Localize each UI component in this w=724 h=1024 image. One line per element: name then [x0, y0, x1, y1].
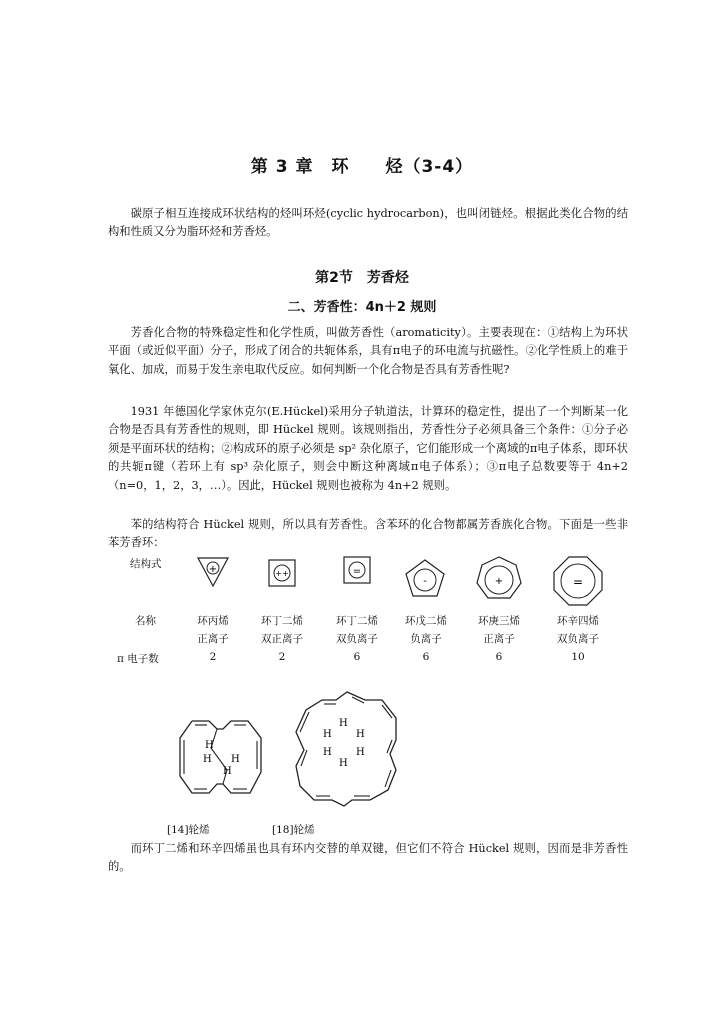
charge-label: + — [494, 576, 504, 587]
charge-label: = — [572, 575, 584, 589]
charge-label: ++ — [275, 569, 289, 578]
h-atom-label: H — [323, 747, 332, 758]
compound-name: 环戊二烯 — [405, 615, 447, 627]
h-atom-label: H — [339, 718, 348, 729]
h-atom-label: H — [356, 747, 365, 758]
cyclopentadienyl-anion-structure — [404, 558, 446, 598]
electron-count: 6 — [495, 651, 503, 663]
compound-name: 环丙烯 — [197, 615, 229, 627]
charge-label: - — [423, 576, 427, 587]
compound-name-sub: 双正离子 — [261, 633, 303, 645]
structure-row-label: 结构式 — [130, 558, 162, 570]
h-atom-label: H — [203, 754, 212, 765]
compound-name-sub: 正离子 — [483, 633, 515, 645]
electron-count: 6 — [353, 651, 361, 663]
huckel-rule-paragraph: 1931 年德国化学家休克尔(E.Hückel)采用分子轨道法，计算环的稳定性，提出了一个判断某一化合物是否具有芳香性的规则，即 Hückel 规则。该规则指出，芳香性分子必须具备三个条件：①分子必须是平面环状的结构；②构成环的原子必须是 sp² 杂化原子，它们能形成一个离域的π电子体系，即环状的共轭π键（若环上有 sp³ 杂化原子，则会中断这种离域π电子体系）；③π电子总数要等于 4n+2（n=0，1，2，3，…）。因此，Hückel 规则也被称为 4n+2 规则。 — [108, 405, 628, 492]
annulene-18-caption: [18]轮烯 — [272, 824, 315, 836]
electron-count: 6 — [422, 651, 430, 663]
section-title: 第2节 芳香烃 — [315, 270, 409, 286]
charge-label: = — [352, 566, 362, 577]
compound-name-sub: 双负离子 — [336, 633, 378, 645]
cyclooctatetraene-dianion-structure — [553, 556, 603, 606]
compound-name: 环丁二烯 — [336, 615, 378, 627]
aromaticity-paragraph: 芳香化合物的特殊稳定性和化学性质，叫做芳香性（aromaticity）。主要表现在：①结构上为环状平面（或近似平面）分子，形成了闭合的共轭体系，具有π电子的环电流与抗磁性。②化学性质上的难于氧化、加成，而易于发生亲电取代反应。如何判断一个化合物是否具有芳香性呢? — [108, 326, 628, 376]
chapter-title: 第 3 章 环 烃（3-4） — [250, 157, 474, 177]
subsection-title: 二、芳香性：4n＋2 规则 — [287, 300, 437, 315]
tropylium-cation-structure — [476, 556, 522, 602]
compound-name: 环辛四烯 — [557, 615, 599, 627]
name-row-label: 名称 — [135, 615, 156, 627]
compound-name: 环庚三烯 — [478, 615, 520, 627]
annulene-18-structure — [292, 690, 402, 808]
charge-label: + — [208, 564, 218, 575]
annulene-14-caption: [14]轮烯 — [167, 824, 210, 836]
electron-count: 2 — [278, 651, 286, 663]
conclusion-paragraph: 而环丁二烯和环辛四烯虽也具有环内交替的单双键，但它们不符合 Hückel 规则，因而是非芳香性的。 — [108, 842, 628, 874]
electron-row-label: π 电子数 — [117, 653, 159, 665]
compound-name-sub: 正离子 — [197, 633, 229, 645]
annulene-14-structure — [175, 718, 267, 800]
cyclobutadiene-dication-structure — [268, 559, 296, 587]
compound-name-sub: 双负离子 — [557, 633, 599, 645]
intro-paragraph: 碳原子相互连接成环状结构的烃叫环烃(cyclic hydrocarbon)，也叫闭链烃。根据此类化合物的结构和性质又分为脂环烃和芳香烃。 — [108, 207, 628, 239]
cyclopropenyl-cation-structure — [196, 556, 230, 588]
h-atom-label: H — [231, 754, 240, 765]
compound-name: 环丁二烯 — [261, 615, 303, 627]
h-atom-label: H — [323, 729, 332, 740]
h-atom-label: H — [205, 740, 214, 751]
electron-count: 2 — [209, 651, 217, 663]
compound-name-sub: 负离子 — [410, 633, 442, 645]
non-benzene-paragraph: 苯的结构符合 Hückel 规则，所以具有芳香性。含苯环的化合物都属芳香族化合物。下面是一些非苯芳香环： — [108, 518, 628, 550]
electron-count: 10 — [571, 651, 585, 663]
h-atom-label: H — [339, 758, 348, 769]
cyclobutadiene-dianion-structure — [343, 556, 371, 584]
h-atom-label: H — [223, 766, 232, 777]
h-atom-label: H — [356, 729, 365, 740]
